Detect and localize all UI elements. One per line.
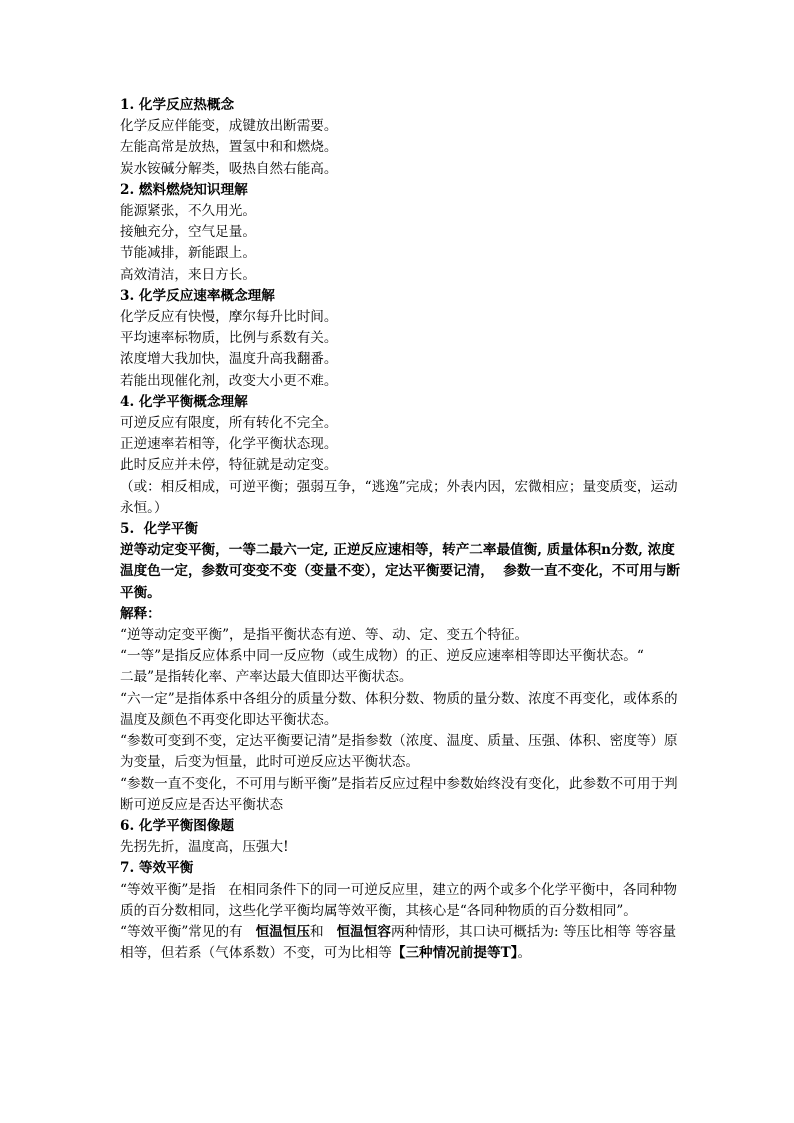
section-5-mnemonic: 逆等动定变平衡，一等二最六一定, 正逆反应速相等，转产二率最值衡, 质量体积n分数, 浓度温度色一定，参数可变变不变（变量不变），定达平衡要记清， 参数一直不变化，不可用与断平衡。 — [120, 542, 681, 601]
para2-text-f: 。 — [517, 945, 532, 962]
para2-text-c: 和 — [310, 923, 337, 940]
section-3-line-2: 平均速率标物质，比例与系数有关。 — [120, 330, 338, 347]
section-2-line-2: 接触充分，空气足量。 — [120, 224, 256, 241]
document-page — [120, 95, 680, 964]
para2-term-constant-pressure: 恒温恒压 — [255, 923, 310, 940]
section-1-line-1: 化学反应伴能变，成键放出断需要。 — [120, 118, 338, 135]
section-1-line-2: 左能高常是放热，置氢中和和燃烧。 — [120, 139, 338, 156]
section-5-explain-line-5: “参数可变到不变，定达平衡要记清”是指参数（浓度、温度、质量、压强、体积、密度等）原为变量，后变为恒量，此时可逆反应达平衡状态。 — [120, 733, 678, 771]
section-7-paragraph-1: “等效平衡”是指 在相同条件下的同一可逆反应里，建立的两个或多个化学平衡中，各同种物质的百分数相同，这些化学平衡均属等效平衡，其核心是“各同种物质的百分数相同”。 — [120, 881, 678, 919]
para2-text-a: “等效平衡”常见的有 — [120, 923, 256, 940]
section-5-explain-line-6: “参数一直不变化，不可用与断平衡”是指若反应过程中参数始终没有变化，此参数不可用于判断可逆反应是否达平衡状态 — [120, 775, 678, 813]
section-1-heading: 1. 化学反应热概念 — [120, 97, 235, 113]
section-7-heading: 7. 等效平衡 — [120, 860, 194, 877]
para2-text-d: 两种情形，其口诀可概括为: 等压比相等 等容量相等，但若系（气体系数）不变，可为比相等 — [120, 923, 677, 962]
section-4-line-4: （或：相反相成，可逆平衡；强弱互争，“逃逸”完成；外表内因，宏微相应；量变质变，运动永恒。） — [120, 478, 678, 516]
section-4-line-1: 可逆反应有限度，所有转化不完全。 — [120, 415, 338, 432]
section-2-line-1: 能源紧张，不久用光。 — [120, 203, 256, 220]
section-7-paragraph-2 — [120, 922, 680, 964]
para2-note: 【三种情况前提等T】 — [391, 945, 518, 962]
section-5-heading: 5. 化学平衡 — [120, 521, 199, 538]
section-3-heading: 3. 化学反应速率概念理解 — [120, 287, 275, 304]
section-1-line-3: 炭水铵碱分解类，吸热自然右能高。 — [120, 160, 338, 177]
section-5-explain-line-4: “六一定”是指体系中各组分的质量分数、体积分数、物质的量分数、浓度不再变化，或体系的温度及颜色不再变化即达平衡状态。 — [120, 690, 678, 728]
section-5-explain-line-2: “一等”是指反应体系中同一反应物（或生成物）的正、逆反应速率相等即达平衡状态。“ — [120, 648, 644, 665]
section-4-line-2: 正逆速率若相等，化学平衡状态现。 — [120, 436, 338, 453]
section-6-line-1: 先拐先折，温度高，压强大! — [120, 839, 289, 856]
section-2-line-3: 节能减排，新能跟上。 — [120, 245, 256, 262]
section-5-explain-label: 解释： — [120, 605, 161, 622]
section-2-heading: 2. 燃料燃烧知识理解 — [120, 181, 248, 198]
section-4-heading: 4. 化学平衡概念理解 — [120, 393, 248, 410]
section-5-explain-line-1: “逆等动定变平衡”，是指平衡状态有逆、等、动、定、变五个特征。 — [120, 627, 529, 644]
section-3-line-4: 若能出现催化剂，改变大小更不难。 — [120, 372, 338, 389]
para2-term-constant-volume: 恒温恒容 — [336, 923, 391, 940]
section-5-explain-line-3: 二最”是指转化率、产率达最大值即达平衡状态。 — [120, 669, 413, 686]
section-6-heading: 6. 化学平衡图像题 — [120, 817, 235, 834]
section-3-line-1: 化学反应有快慢，摩尔每升比时间。 — [120, 309, 338, 326]
section-3-line-3: 浓度增大我加快，温度升高我翻番。 — [120, 351, 338, 368]
section-2-line-4: 高效清洁，来日方长。 — [120, 266, 256, 283]
section-4-line-3: 此时反应并未停，特征就是动定变。 — [120, 457, 338, 474]
